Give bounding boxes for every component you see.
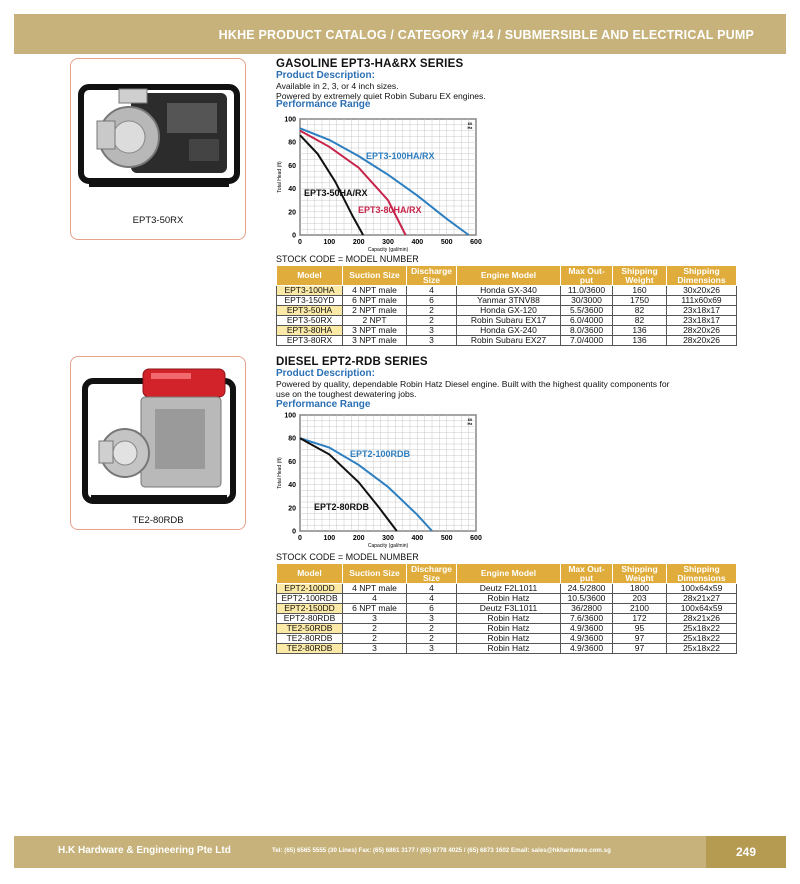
y-tick-label: 20	[288, 209, 296, 217]
table-row	[277, 296, 737, 306]
series-label: EPT2-80RDB	[314, 502, 370, 512]
table-cell: 3	[343, 644, 407, 654]
table-cell: 203	[613, 594, 667, 604]
performance-chart-diesel	[274, 407, 488, 553]
description-line: use on the toughest dewatering jobs.	[276, 389, 417, 399]
table-cell: EPT3-100HA	[277, 286, 343, 296]
product-image-caption: TE2-80RDB	[132, 515, 184, 526]
table-header-row	[277, 564, 737, 584]
table-cell: 6	[407, 604, 457, 614]
table-cell: TE2-80RDB	[277, 644, 343, 654]
table-cell: Honda GX-120	[457, 306, 561, 316]
table-cell: EPT3-50RX	[277, 316, 343, 326]
x-axis-label: Capacity (gal/min)	[367, 247, 409, 253]
table-cell: 28x20x26	[667, 336, 737, 346]
table-cell: 28x21x26	[667, 614, 737, 624]
table-cell: 11.0/3600	[561, 286, 613, 296]
table-cell: Robin Hatz	[457, 594, 561, 604]
x-tick-label: 600	[470, 239, 482, 246]
y-tick-label: 40	[288, 482, 296, 490]
table-cell: 8.0/3600	[561, 326, 613, 336]
column-header: Suction Size	[343, 564, 407, 584]
table-cell: 2 NPT	[343, 316, 407, 326]
y-tick-label: 0	[292, 232, 296, 240]
x-tick-label: 0	[298, 239, 302, 246]
table-row	[277, 286, 737, 296]
table-cell: 25x18x22	[667, 644, 737, 654]
table-cell: 30/3000	[561, 296, 613, 306]
stock-code-note: STOCK CODE = MODEL NUMBER	[276, 254, 419, 264]
product-image-caption: EPT3-50RX	[132, 215, 184, 226]
table-cell: Robin Hatz	[457, 624, 561, 634]
table-row	[277, 584, 737, 594]
table-cell: Yanmar 3TNV88	[457, 296, 561, 306]
table-cell: 30x20x26	[667, 286, 737, 296]
table-cell: TE2-80RDB	[277, 634, 343, 644]
y-tick-label: 0	[292, 528, 296, 536]
table-row	[277, 316, 737, 326]
y-tick-label: 60	[288, 162, 296, 170]
table-cell: 2 NPT male	[343, 306, 407, 316]
table-cell: 2	[407, 316, 457, 326]
column-header: Model	[277, 266, 343, 286]
y-tick-label: 40	[288, 186, 296, 194]
table-cell: 111x60x69	[667, 296, 737, 306]
table-cell: TE2-50RDB	[277, 624, 343, 634]
x-axis-label: Capacity (gal/min)	[367, 543, 409, 549]
table-cell: 36/2800	[561, 604, 613, 614]
column-header: Max Out-put	[561, 564, 613, 584]
table-cell: 2	[407, 306, 457, 316]
performance-chart-gasoline	[274, 111, 488, 257]
table-cell: 82	[613, 316, 667, 326]
table-cell: Deutz F3L1011	[457, 604, 561, 614]
table-cell: 4	[407, 584, 457, 594]
table-cell: 1800	[613, 584, 667, 594]
x-tick-label: 300	[382, 535, 394, 542]
table-cell: EPT2-100RDB	[277, 594, 343, 604]
footer-contact-info: Tel: (65) 6565 5555 (30 Lines) Fax: (65) 6861 3177 / (65) 6778 4025 / (65) 6873 1602 Email: sales@hkhardware.com.sg	[272, 847, 611, 854]
hz-label: Hz	[467, 125, 473, 130]
table-cell: Robin Hatz	[457, 644, 561, 654]
table-cell: 4	[407, 286, 457, 296]
table-cell: 4 NPT male	[343, 584, 407, 594]
table-row	[277, 614, 737, 624]
series-label: EPT2-100RDB	[350, 449, 411, 459]
table-cell: 6.0/4000	[561, 316, 613, 326]
table-cell: EPT2-80RDB	[277, 614, 343, 624]
x-tick-label: 0	[298, 535, 302, 542]
table-cell: 4.9/3600	[561, 624, 613, 634]
table-cell: Robin Hatz	[457, 634, 561, 644]
series-label: EPT3-100HA/RX	[366, 151, 435, 161]
table-row	[277, 594, 737, 604]
y-tick-label: 100	[284, 116, 296, 124]
table-cell: 7.6/3600	[561, 614, 613, 624]
table-cell: 136	[613, 336, 667, 346]
footer-company-name: H.K Hardware & Engineering Pte Ltd	[58, 845, 231, 856]
product-description	[276, 379, 746, 399]
hz-label: 60	[467, 121, 473, 126]
product-description	[276, 81, 746, 101]
table-cell: 4.9/3600	[561, 634, 613, 644]
column-header: Suction Size	[343, 266, 407, 286]
table-cell: 7.0/4000	[561, 336, 613, 346]
x-tick-label: 100	[323, 239, 336, 246]
product-image-frame	[70, 356, 246, 530]
performance-range-label: Performance Range	[276, 99, 371, 110]
table-cell: 6	[407, 296, 457, 306]
table-cell: 97	[613, 644, 667, 654]
spec-table-gasoline	[276, 265, 737, 346]
table-row	[277, 306, 737, 316]
table-cell: EPT3-80HA	[277, 326, 343, 336]
table-cell: 160	[613, 286, 667, 296]
y-tick-label: 100	[284, 412, 296, 420]
table-cell: 3 NPT male	[343, 326, 407, 336]
table-cell: 100x64x59	[667, 584, 737, 594]
table-cell: EPT3-150YD	[277, 296, 343, 306]
series-label: EPT3-80HA/RX	[358, 205, 422, 215]
table-cell: 5.5/3600	[561, 306, 613, 316]
column-header: Shipping Weight	[613, 564, 667, 584]
table-cell: Robin Hatz	[457, 614, 561, 624]
table-cell: 2	[343, 624, 407, 634]
page-header-title: HKHE PRODUCT CATALOG / CATEGORY #14 / SUBMERSIBLE AND ELECTRICAL PUMP	[218, 28, 754, 42]
x-tick-label: 500	[440, 239, 453, 246]
table-cell: 6 NPT male	[343, 604, 407, 614]
column-header: Max Out-put	[561, 266, 613, 286]
table-cell: 23x18x17	[667, 316, 737, 326]
spec-table-diesel	[276, 563, 737, 654]
x-tick-label: 200	[352, 535, 365, 542]
table-cell: 4	[343, 594, 407, 604]
series-title-gasoline: GASOLINE EPT3-HA&RX SERIES	[276, 58, 464, 70]
x-tick-label: 300	[382, 239, 394, 246]
page-number: 249	[706, 836, 786, 868]
pump-image-gasoline	[71, 59, 247, 241]
table-cell: 2	[407, 624, 457, 634]
column-header: Discharge Size	[407, 266, 457, 286]
table-cell: Robin Subaru EX27	[457, 336, 561, 346]
table-cell: 97	[613, 634, 667, 644]
x-tick-label: 200	[352, 239, 365, 246]
table-cell: 4.9/3600	[561, 644, 613, 654]
table-row	[277, 326, 737, 336]
table-cell: 3	[407, 326, 457, 336]
x-tick-label: 500	[440, 535, 453, 542]
table-cell: 25x18x22	[667, 634, 737, 644]
table-cell: 3	[407, 614, 457, 624]
y-tick-label: 80	[288, 435, 296, 443]
x-tick-label: 400	[411, 239, 424, 246]
table-cell: 136	[613, 326, 667, 336]
table-cell: 2	[407, 634, 457, 644]
table-row	[277, 644, 737, 654]
table-cell: 172	[613, 614, 667, 624]
product-description-label: Product Description:	[276, 70, 375, 81]
table-cell: 10.5/3600	[561, 594, 613, 604]
x-tick-label: 400	[411, 535, 424, 542]
table-cell: Honda GX-240	[457, 326, 561, 336]
table-cell: Robin Subaru EX17	[457, 316, 561, 326]
column-header: Engine Model	[457, 564, 561, 584]
product-image-frame	[70, 58, 246, 240]
column-header: Model	[277, 564, 343, 584]
table-cell: 2	[343, 634, 407, 644]
column-header: Shipping Weight	[613, 266, 667, 286]
series-title-diesel: DIESEL EPT2-RDB SERIES	[276, 356, 428, 368]
table-cell: 4 NPT male	[343, 286, 407, 296]
table-cell: Honda GX-340	[457, 286, 561, 296]
description-line: Powered by extremely quiet Robin Subaru EX engines.	[276, 91, 486, 101]
description-line: Available in 2, 3, or 4 inch sizes.	[276, 81, 399, 91]
table-row	[277, 634, 737, 644]
table-cell: 25x18x22	[667, 624, 737, 634]
table-header-row	[277, 266, 737, 286]
series-label: EPT3-50HA/RX	[304, 188, 368, 198]
y-axis-label: Total Head (ft)	[277, 161, 283, 193]
x-tick-label: 600	[470, 535, 482, 542]
stock-code-note: STOCK CODE = MODEL NUMBER	[276, 552, 419, 562]
product-description-label: Product Description:	[276, 368, 375, 379]
pump-image-diesel	[71, 357, 247, 531]
table-cell: 28x21x27	[667, 594, 737, 604]
table-cell: 82	[613, 306, 667, 316]
column-header: Discharge Size	[407, 564, 457, 584]
hz-label: 60	[467, 417, 473, 422]
table-cell: Deutz F2L1011	[457, 584, 561, 594]
table-cell: 3 NPT male	[343, 336, 407, 346]
table-row	[277, 624, 737, 634]
y-tick-label: 20	[288, 505, 296, 513]
table-cell: 24.5/2800	[561, 584, 613, 594]
table-cell: 6 NPT male	[343, 296, 407, 306]
x-tick-label: 100	[323, 535, 336, 542]
table-cell: 100x64x59	[667, 604, 737, 614]
hz-label: Hz	[467, 421, 473, 426]
column-header: Shipping Dimensions	[667, 266, 737, 286]
table-row	[277, 336, 737, 346]
description-line: Powered by quality, dependable Robin Hatz Diesel engine. Built with the highest quality components for	[276, 379, 670, 389]
table-cell: 3	[343, 614, 407, 624]
table-cell: 95	[613, 624, 667, 634]
table-cell: 2100	[613, 604, 667, 614]
column-header: Shipping Dimensions	[667, 564, 737, 584]
table-cell: 4	[407, 594, 457, 604]
performance-range-label: Performance Range	[276, 399, 371, 410]
table-cell: EPT2-100DD	[277, 584, 343, 594]
table-cell: 3	[407, 336, 457, 346]
column-header: Engine Model	[457, 266, 561, 286]
table-row	[277, 604, 737, 614]
table-cell: EPT2-150DD	[277, 604, 343, 614]
y-tick-label: 80	[288, 139, 296, 147]
table-cell: 3	[407, 644, 457, 654]
y-axis-label: Total Head (ft)	[277, 457, 283, 489]
table-cell: EPT3-80RX	[277, 336, 343, 346]
table-cell: EPT3-50HA	[277, 306, 343, 316]
table-cell: 1750	[613, 296, 667, 306]
table-cell: 28x20x26	[667, 326, 737, 336]
y-tick-label: 60	[288, 458, 296, 466]
table-cell: 23x18x17	[667, 306, 737, 316]
